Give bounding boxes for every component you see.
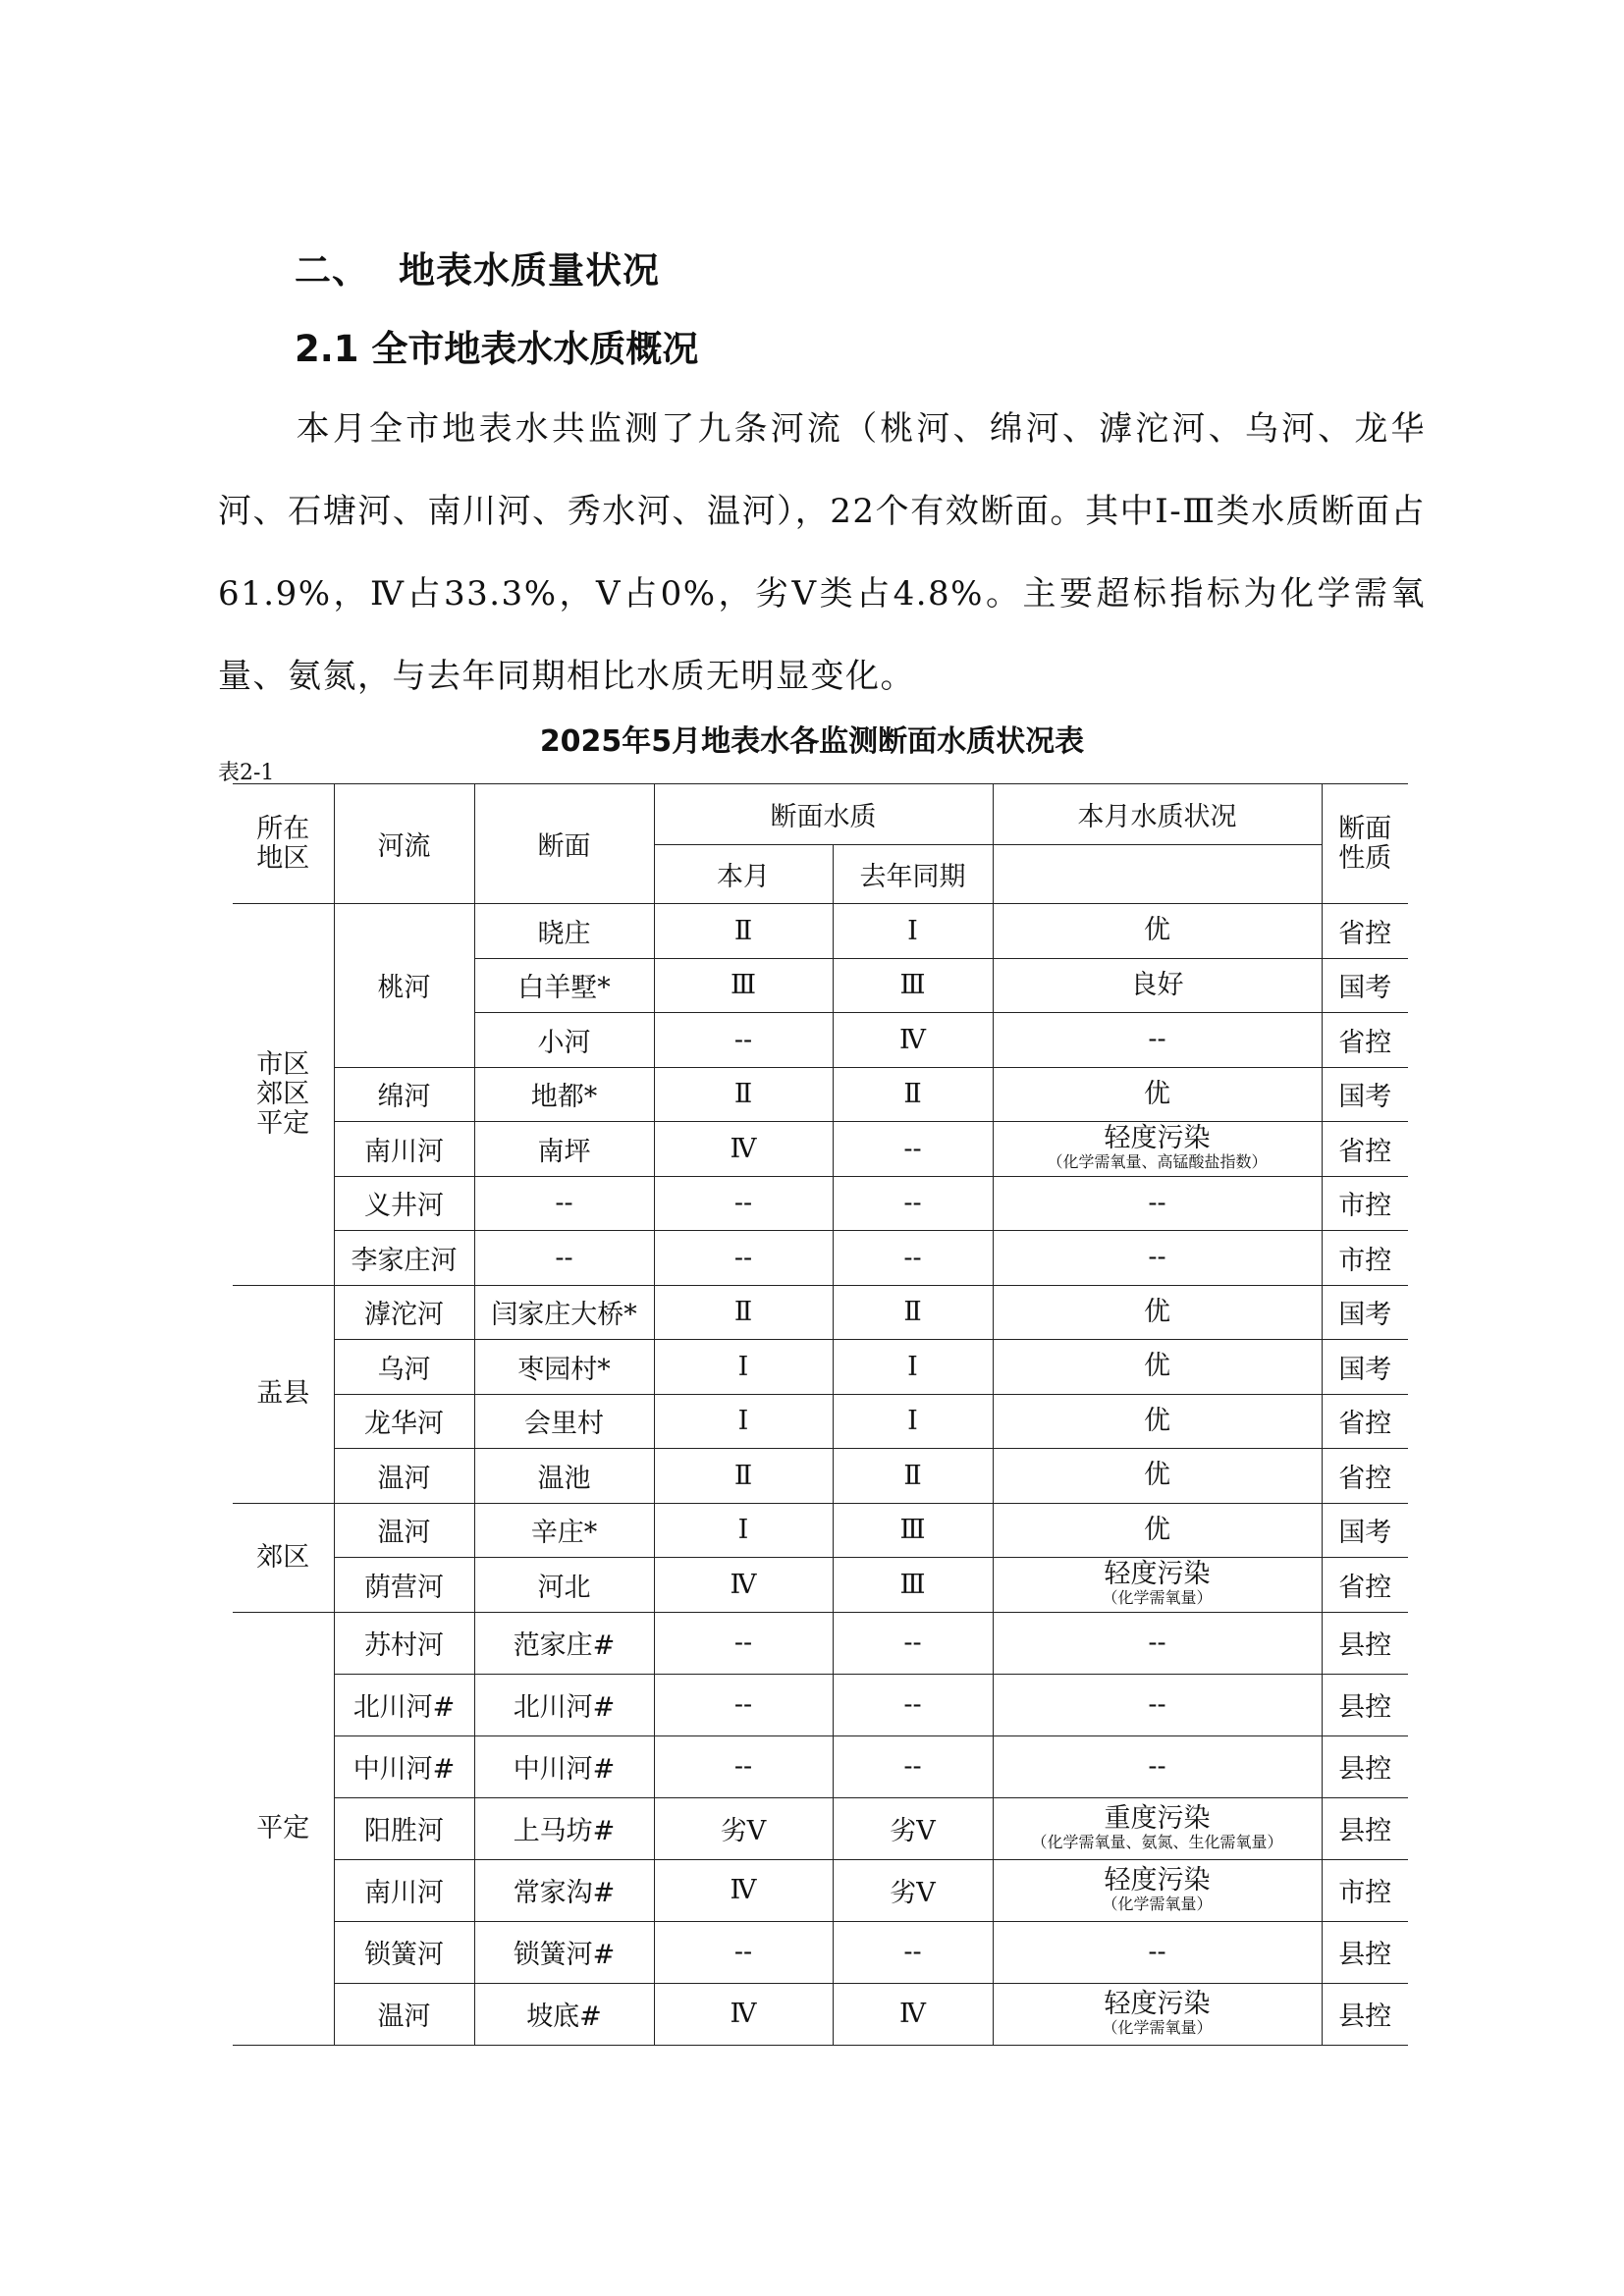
status-cell — [993, 1340, 1322, 1395]
last-year-cell: -- — [833, 1231, 993, 1286]
river-cell: 温河 — [334, 1449, 474, 1504]
nature-cell: 市控 — [1322, 1176, 1408, 1231]
header-nature-text: 断面 性质 — [1338, 813, 1392, 874]
last-year-cell: -- — [833, 1122, 993, 1177]
nature-cell: 国考 — [1322, 1340, 1408, 1395]
this-month-cell: -- — [654, 1735, 833, 1797]
last-year-cell: -- — [833, 1735, 993, 1797]
last-year-cell: Ⅳ — [833, 1013, 993, 1068]
header-status-blank — [993, 845, 1322, 904]
pollutant-detail: （化学需氧量、氨氮、生化需氧量） — [1031, 1832, 1283, 1851]
table-row — [233, 904, 1408, 959]
this-month-cell: -- — [654, 1921, 833, 1983]
status-text: 优 — [1144, 915, 1170, 946]
this-month-cell: Ⅰ — [654, 1394, 833, 1449]
river-cell: 温河 — [334, 1503, 474, 1558]
status-text: 优 — [1144, 1514, 1170, 1545]
region-cell: 郊区 — [233, 1503, 334, 1612]
last-year-cell: Ⅲ — [833, 1558, 993, 1613]
summary-text: 本月全市地表水共监测了九条河流（桃河、绵河、滹沱河、乌河、龙华河、石塘河、南川河、秀水河、温河），22个有效断面。其中Ⅰ-Ⅲ类水质断面占61.9%，Ⅳ占33.3%，Ⅴ占0%，劣Ⅴ类占4.8%。主要超标指标为化学需氧量、氨氮，与去年同期相比水质无明显变化。 — [218, 409, 1426, 696]
status-text: -- — [1148, 1024, 1166, 1055]
table-title: 2025年5月地表水各监测断面水质状况表 — [539, 724, 1085, 759]
table-body — [233, 904, 1408, 2046]
section-cell: -- — [474, 1176, 654, 1231]
this-month-cell: Ⅳ — [654, 1983, 833, 2045]
river-cell: 李家庄河 — [334, 1231, 474, 1286]
status-cell — [993, 1449, 1322, 1504]
table-row — [233, 1340, 1408, 1395]
nature-cell: 国考 — [1322, 958, 1408, 1013]
section-cell: 地都* — [474, 1067, 654, 1122]
region-cell: 市区 郊区 平定 — [233, 904, 334, 1286]
this-month-cell: -- — [654, 1013, 833, 1068]
last-year-cell: -- — [833, 1176, 993, 1231]
section-number: 二、 — [295, 249, 369, 292]
header-this-month: 本月 — [654, 845, 833, 904]
section-cell: -- — [474, 1231, 654, 1286]
last-year-cell: -- — [833, 1612, 993, 1674]
this-month-cell: Ⅲ — [654, 958, 833, 1013]
nature-cell: 县控 — [1322, 1797, 1408, 1859]
section-cell: 常家沟# — [474, 1859, 654, 1921]
this-month-cell: Ⅳ — [654, 1122, 833, 1177]
status-text: 优 — [1144, 1405, 1170, 1436]
table-row — [233, 1231, 1408, 1286]
table-row — [233, 1735, 1408, 1797]
river-cell: 乌河 — [334, 1340, 474, 1395]
status-text: 优 — [1144, 1296, 1170, 1327]
header-last-year: 去年同期 — [833, 845, 993, 904]
last-year-cell: -- — [833, 1674, 993, 1735]
river-cell: 义井河 — [334, 1176, 474, 1231]
status-cell — [993, 1797, 1322, 1859]
status-cell — [993, 1285, 1322, 1340]
section-cell: 中川河# — [474, 1735, 654, 1797]
last-year-cell: Ⅱ — [833, 1067, 993, 1122]
status-cell — [993, 1231, 1322, 1286]
status-cell — [993, 1859, 1322, 1921]
section-cell: 河北 — [474, 1558, 654, 1613]
status-text: 轻度污染 — [1104, 1559, 1211, 1590]
status-cell — [993, 1612, 1322, 1674]
status-cell — [993, 1067, 1322, 1122]
status-text: -- — [1148, 1242, 1166, 1273]
status-text: -- — [1148, 1187, 1166, 1218]
nature-cell: 县控 — [1322, 1735, 1408, 1797]
river-cell: 荫营河 — [334, 1558, 474, 1613]
section-cell: 坡底# — [474, 1983, 654, 2045]
nature-cell: 县控 — [1322, 1612, 1408, 1674]
water-quality-table — [233, 783, 1408, 2046]
nature-cell: 省控 — [1322, 1394, 1408, 1449]
last-year-cell: Ⅰ — [833, 1394, 993, 1449]
table-row — [233, 1176, 1408, 1231]
status-text: 良好 — [1130, 969, 1184, 1000]
status-cell — [993, 1503, 1322, 1558]
nature-cell: 县控 — [1322, 1983, 1408, 2045]
this-month-cell: -- — [654, 1231, 833, 1286]
status-text: 重度污染 — [1104, 1802, 1211, 1834]
river-cell: 锁簧河 — [334, 1921, 474, 1983]
this-month-cell: Ⅰ — [654, 1503, 833, 1558]
status-cell — [993, 1983, 1322, 2045]
this-month-cell: -- — [654, 1612, 833, 1674]
last-year-cell: Ⅱ — [833, 1285, 993, 1340]
table-row — [233, 1797, 1408, 1859]
status-text: 轻度污染 — [1104, 1123, 1211, 1154]
nature-cell: 国考 — [1322, 1503, 1408, 1558]
table-row — [233, 1921, 1408, 1983]
this-month-cell: Ⅱ — [654, 904, 833, 959]
nature-cell: 省控 — [1322, 1013, 1408, 1068]
nature-cell: 县控 — [1322, 1921, 1408, 1983]
section-cell: 北川河# — [474, 1674, 654, 1735]
summary-paragraph — [218, 388, 1426, 718]
status-text: -- — [1148, 1688, 1166, 1720]
table-row — [233, 1558, 1408, 1613]
last-year-cell: Ⅰ — [833, 904, 993, 959]
table-row — [233, 1503, 1408, 1558]
status-text: -- — [1148, 1936, 1166, 1967]
status-cell — [993, 1921, 1322, 1983]
section-cell: 上马坊# — [474, 1797, 654, 1859]
table-row — [233, 1449, 1408, 1504]
nature-cell: 省控 — [1322, 1449, 1408, 1504]
section-cell: 小河 — [474, 1013, 654, 1068]
header-quality: 断面水质 — [654, 784, 993, 845]
river-cell: 绵河 — [334, 1067, 474, 1122]
status-text: 轻度污染 — [1104, 1988, 1211, 2019]
status-text: 优 — [1144, 1460, 1170, 1491]
section-cell: 白羊墅* — [474, 958, 654, 1013]
status-cell — [993, 1735, 1322, 1797]
table-row — [233, 1859, 1408, 1921]
status-cell — [993, 904, 1322, 959]
pollutant-detail: （化学需氧量） — [1102, 2017, 1213, 2037]
status-cell — [993, 958, 1322, 1013]
section-title: 地表水质量状况 — [399, 249, 660, 292]
section-cell: 枣园村* — [474, 1340, 654, 1395]
table-row — [233, 1122, 1408, 1177]
table-row — [233, 1983, 1408, 2045]
this-month-cell: Ⅳ — [654, 1558, 833, 1613]
status-cell — [993, 1558, 1322, 1613]
status-text: 优 — [1144, 1078, 1170, 1109]
section-heading — [295, 240, 660, 294]
status-cell — [993, 1394, 1322, 1449]
table-row — [233, 1067, 1408, 1122]
nature-cell: 省控 — [1322, 904, 1408, 959]
status-cell — [993, 1674, 1322, 1735]
last-year-cell: 劣Ⅴ — [833, 1797, 993, 1859]
this-month-cell: Ⅳ — [654, 1859, 833, 1921]
section-cell: 闫家庄大桥* — [474, 1285, 654, 1340]
section-cell: 会里村 — [474, 1394, 654, 1449]
last-year-cell: Ⅲ — [833, 958, 993, 1013]
nature-cell: 国考 — [1322, 1067, 1408, 1122]
section-cell: 晓庄 — [474, 904, 654, 959]
river-cell: 中川河# — [334, 1735, 474, 1797]
river-cell: 南川河 — [334, 1122, 474, 1177]
river-cell: 南川河 — [334, 1859, 474, 1921]
river-cell: 滹沱河 — [334, 1285, 474, 1340]
this-month-cell: Ⅰ — [654, 1340, 833, 1395]
nature-cell: 省控 — [1322, 1558, 1408, 1613]
table-row — [233, 1612, 1408, 1674]
status-cell — [993, 1176, 1322, 1231]
pollutant-detail: （化学需氧量） — [1102, 1894, 1213, 1913]
section-cell: 南坪 — [474, 1122, 654, 1177]
section-cell: 辛庄* — [474, 1503, 654, 1558]
region-cell: 盂县 — [233, 1285, 334, 1503]
status-cell — [993, 1013, 1322, 1068]
this-month-cell: Ⅱ — [654, 1449, 833, 1504]
table-row — [233, 1674, 1408, 1735]
nature-cell: 市控 — [1322, 1859, 1408, 1921]
this-month-cell: Ⅱ — [654, 1067, 833, 1122]
region-cell: 平定 — [233, 1612, 334, 2045]
header-region-text: 所在 地区 — [256, 813, 310, 874]
subsection-heading: 2.1 全市地表水水质概况 — [295, 328, 699, 370]
last-year-cell: Ⅰ — [833, 1340, 993, 1395]
river-cell: 北川河# — [334, 1674, 474, 1735]
table-header-row — [233, 784, 1408, 845]
last-year-cell: Ⅲ — [833, 1503, 993, 1558]
header-section: 断面 — [474, 784, 654, 904]
river-cell: 温河 — [334, 1983, 474, 2045]
header-status: 本月水质状况 — [993, 784, 1322, 845]
section-cell: 锁簧河# — [474, 1921, 654, 1983]
section-cell: 范家庄# — [474, 1612, 654, 1674]
this-month-cell: Ⅱ — [654, 1285, 833, 1340]
table-row — [233, 1394, 1408, 1449]
pollutant-detail: （化学需氧量） — [1102, 1588, 1213, 1608]
last-year-cell: -- — [833, 1921, 993, 1983]
last-year-cell: Ⅳ — [833, 1983, 993, 2045]
nature-cell: 市控 — [1322, 1231, 1408, 1286]
this-month-cell: -- — [654, 1674, 833, 1735]
header-nature — [1322, 784, 1408, 904]
river-cell: 桃河 — [334, 904, 474, 1068]
pollutant-detail: （化学需氧量、高锰酸盐指数） — [1047, 1152, 1268, 1172]
this-month-cell: 劣Ⅴ — [654, 1797, 833, 1859]
status-text: -- — [1148, 1750, 1166, 1782]
river-cell: 阳胜河 — [334, 1797, 474, 1859]
status-text: -- — [1148, 1627, 1166, 1658]
status-cell — [993, 1122, 1322, 1177]
river-cell: 苏村河 — [334, 1612, 474, 1674]
last-year-cell: Ⅱ — [833, 1449, 993, 1504]
this-month-cell: -- — [654, 1176, 833, 1231]
status-text: 轻度污染 — [1104, 1864, 1211, 1896]
section-cell: 温池 — [474, 1449, 654, 1504]
nature-cell: 国考 — [1322, 1285, 1408, 1340]
last-year-cell: 劣Ⅴ — [833, 1859, 993, 1921]
status-text: 优 — [1144, 1351, 1170, 1382]
nature-cell: 省控 — [1322, 1122, 1408, 1177]
river-cell: 龙华河 — [334, 1394, 474, 1449]
table-label: 表2-1 — [218, 761, 275, 785]
header-region — [233, 784, 334, 904]
table-row — [233, 1285, 1408, 1340]
nature-cell: 县控 — [1322, 1674, 1408, 1735]
header-river: 河流 — [334, 784, 474, 904]
